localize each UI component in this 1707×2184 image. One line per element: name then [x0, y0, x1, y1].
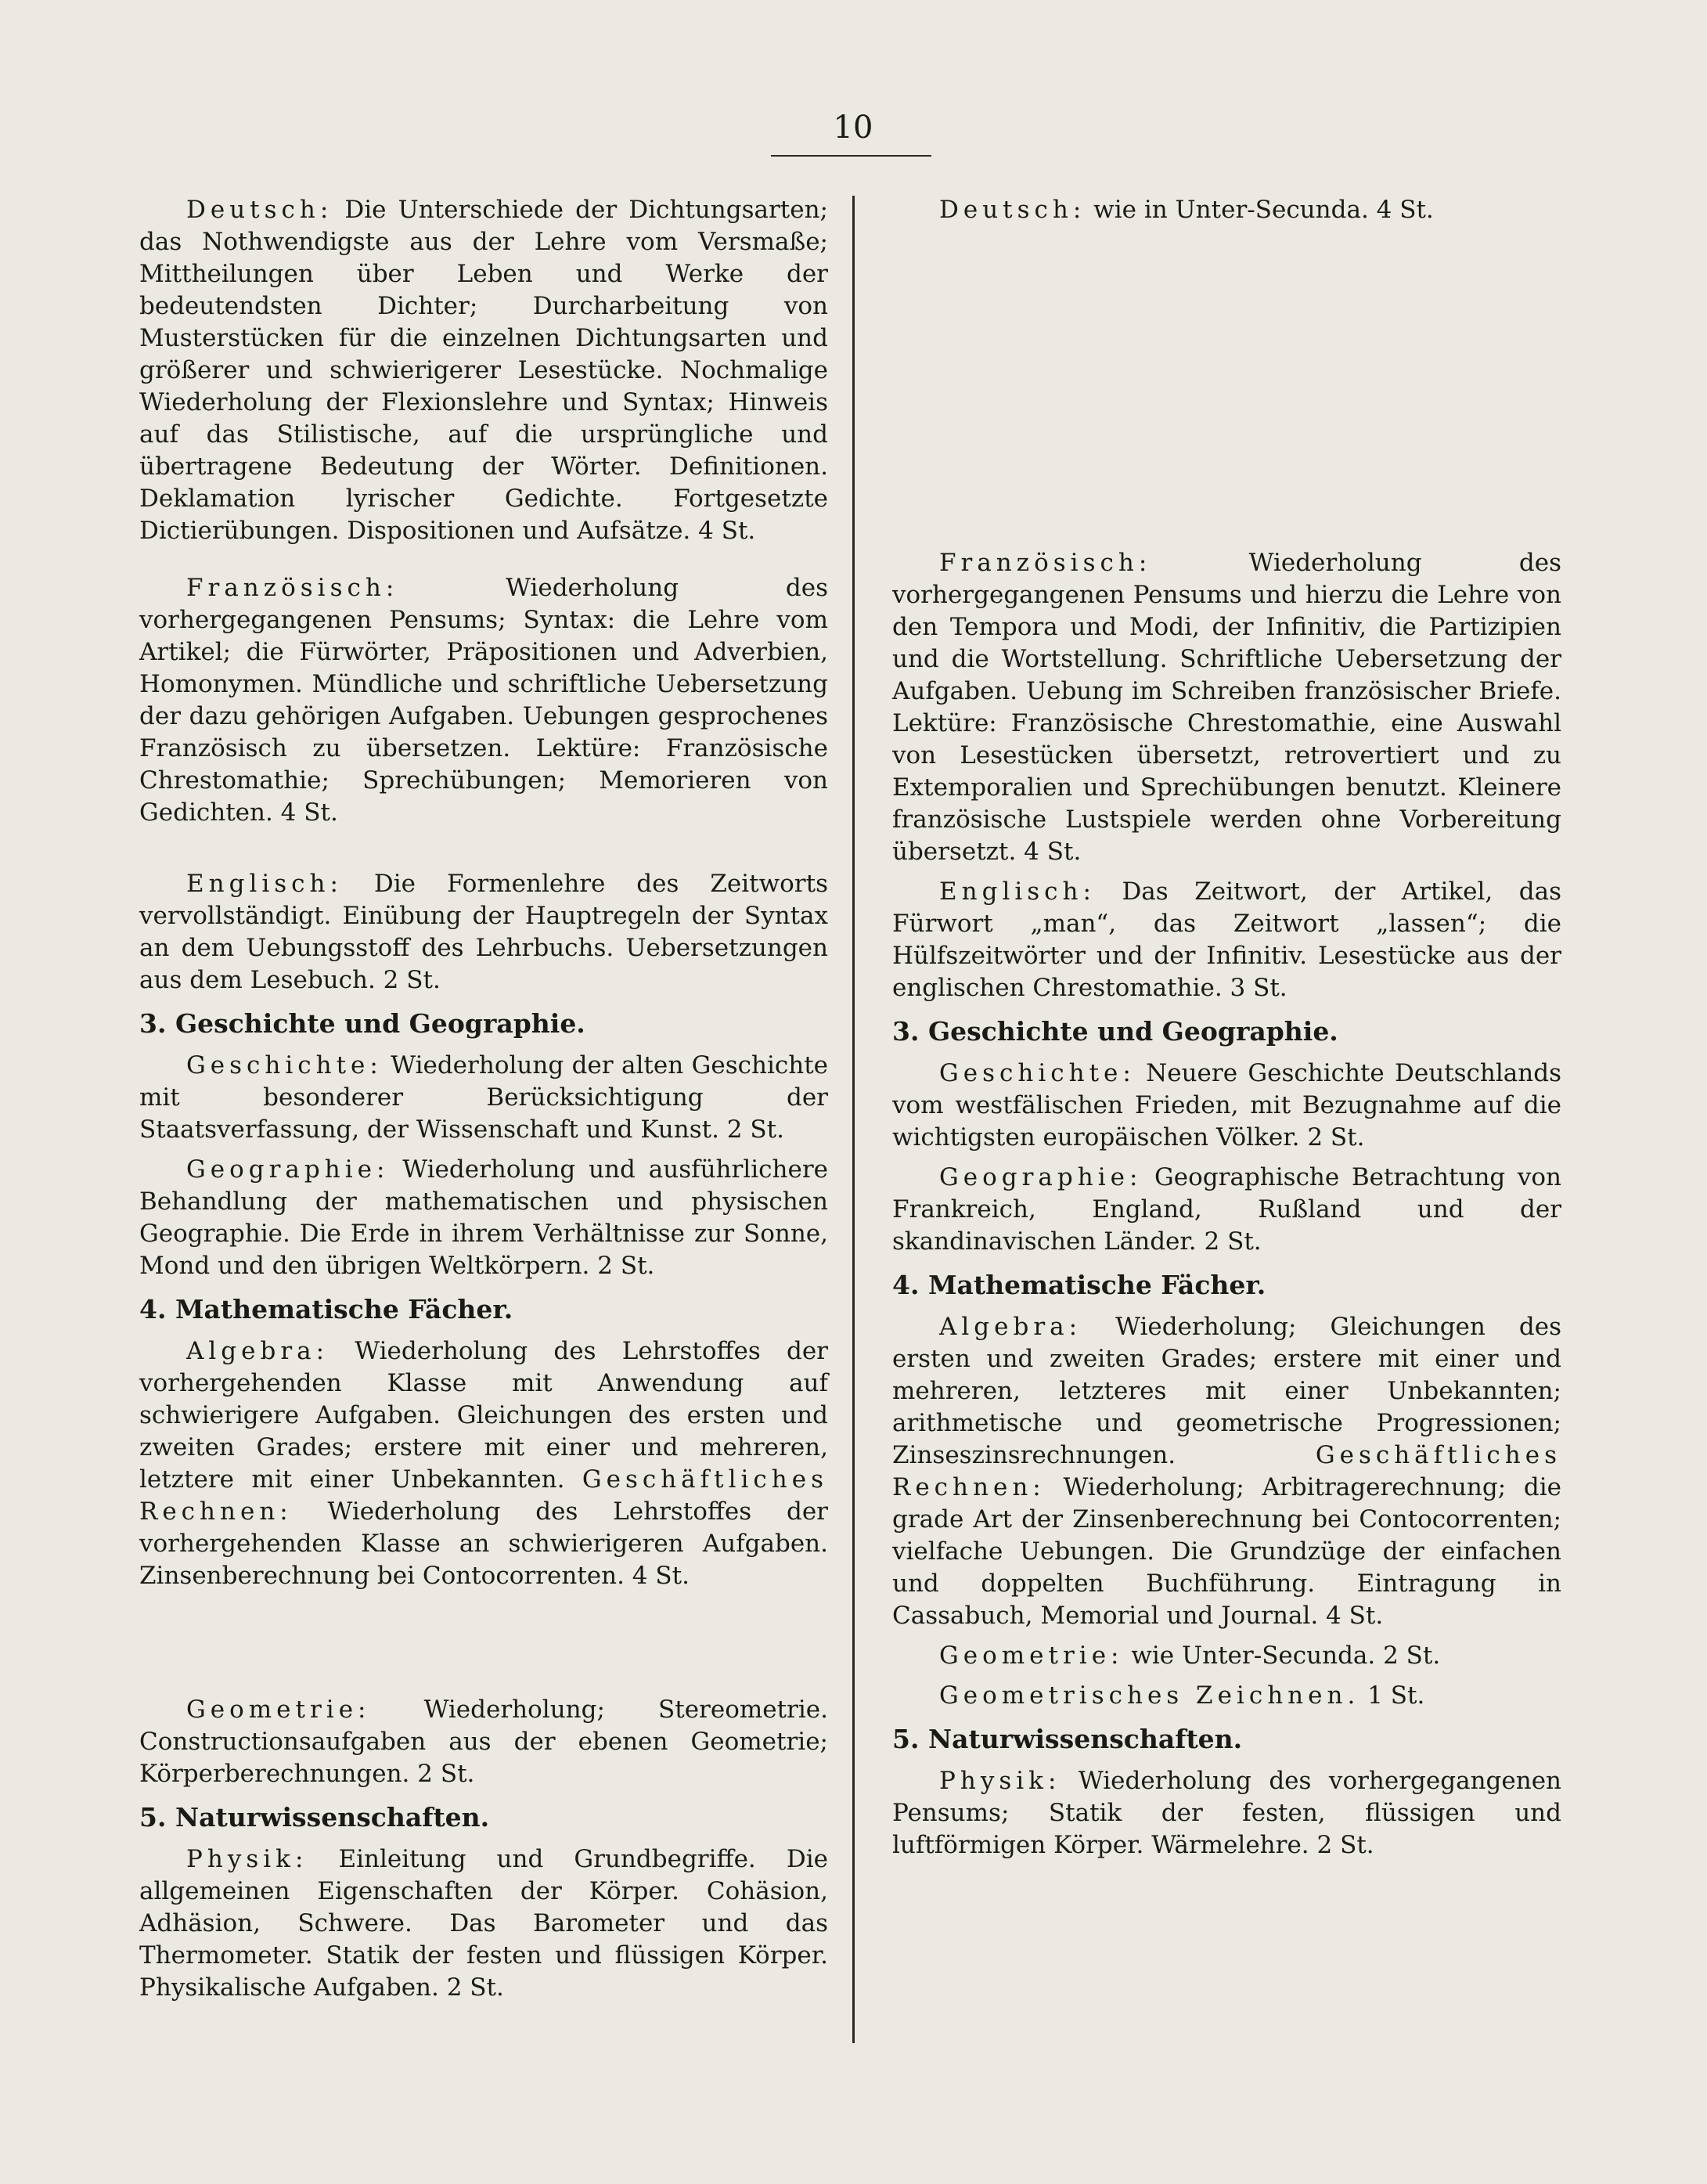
subject-text: Das Zeitwort, der Artikel, das Fürwort „man“, das Zeitwort „lassen“; die Hülfszeitwörter und der Infinitiv. Lesestücke aus der englischen Chrestomathie. 3 St.	[892, 878, 1561, 1002]
right-algebra	[892, 1311, 1561, 1632]
left-physik	[139, 1843, 828, 2004]
subject-term: Algebra:	[186, 1337, 330, 1365]
left-column	[139, 194, 828, 2012]
left-englisch	[139, 868, 828, 996]
subject-term: Geographie:	[186, 1155, 390, 1184]
left-geometrie	[139, 1694, 828, 1790]
left-section-3-heading: 3. Geschichte und Geographie.	[139, 1008, 585, 1039]
subject-term: Geschichte:	[186, 1051, 383, 1079]
left-deutsch	[139, 194, 828, 547]
subject-text: Wiederholung; Gleichungen des ersten und zweiten Grades; erstere mit einer und mehreren, letzteres mit einer Unbekannten; arithmetische und geometrische Progressionen; Zinseszinsrechnungen.	[892, 1313, 1561, 1469]
right-franzoesisch	[892, 547, 1561, 868]
subject-text: Geographische Betrachtung von Frankreich, England, Rußland und der skandinavischen Länder. 2 St.	[892, 1163, 1561, 1256]
subject-term: Deutsch:	[186, 196, 333, 224]
left-algebra	[139, 1335, 828, 1592]
subject-term: Geometrie:	[186, 1696, 371, 1724]
subject-text: Die Formenlehre des Zeitworts vervollständigt. Einübung der Hauptregeln der Syntax an dem Uebungsstoff des Lehrbuchs. Uebersetzungen aus dem Lesebuch. 2 St.	[139, 870, 828, 994]
right-geom-zeichnen	[892, 1680, 1561, 1712]
left-geographie	[139, 1154, 828, 1282]
left-franzoesisch	[139, 572, 828, 829]
right-section-4-heading: 4. Mathematische Fächer.	[892, 1270, 1266, 1300]
right-englisch	[892, 876, 1561, 1004]
column-divider	[852, 196, 855, 2043]
subject-text: Wiederholung des vorhergegangenen Pensums; Statik der festen, flüssigen und luftförmigen Körper. Wärmelehre. 2 St.	[892, 1767, 1561, 1859]
right-column	[892, 194, 1561, 1869]
subject-term: Geographie:	[939, 1163, 1143, 1191]
subject-term: Geschäftliches Rechnen:	[139, 1465, 828, 1526]
subject-text: Wiederholung des Lehrstoffes der vorhergehenden Klasse an schwierigeren Aufgaben. Zinsenberechnung bei Contocorrenten. 4 St.	[139, 1497, 828, 1590]
subject-term: Französisch:	[186, 574, 399, 602]
subject-text: Wiederholung und ausführlichere Behandlung der mathematischen und physischen Geographie. Die Erde in ihrem Verhältnisse zur Sonne, Mond und den übrigen Weltkörpern. 2 St.	[139, 1155, 828, 1280]
subject-term: Geschichte:	[939, 1059, 1136, 1087]
subject-term: Geometrie:	[939, 1642, 1124, 1670]
subject-term: Physik:	[186, 1845, 308, 1873]
right-section-3-heading: 3. Geschichte und Geographie.	[892, 1016, 1338, 1047]
subject-text: Wiederholung der alten Geschichte mit besonderer Berücksichtigung der Staatsverfassung, der Wissenschaft und Kunst. 2 St.	[139, 1051, 828, 1144]
subject-text: wie in Unter-Secunda. 4 St.	[1086, 196, 1434, 224]
page-number: 10	[833, 110, 873, 146]
subject-term: Physik:	[939, 1767, 1061, 1795]
subject-text: Wiederholung; Arbitragerechnung; die grade Art der Zinsenberechnung bei Contocorrenten; vielfache Uebungen. Die Grundzüge der einfachen und doppelten Buchführung. Eintragung in Cassabuch, Memorial und Journal. 4 St.	[892, 1473, 1561, 1630]
subject-term: Englisch:	[939, 878, 1096, 906]
right-geschichte	[892, 1058, 1561, 1154]
subject-term: Algebra:	[939, 1313, 1082, 1341]
subject-text: Wiederholung des Lehrstoffes der vorhergehenden Klasse mit Anwendung auf schwierigere Aufgaben. Gleichungen des ersten und zweiten Grades; erstere mit einer und mehreren, letztere mit einer Unbekannten.	[139, 1337, 828, 1494]
subject-term: Geometrisches Zeichnen.	[939, 1681, 1360, 1710]
subject-text: wie Unter-Secunda. 2 St.	[1123, 1642, 1441, 1670]
subject-term: Geschäftliches Rechnen:	[892, 1441, 1561, 1501]
subject-text: Neuere Geschichte Deutschlands vom westfälischen Frieden, mit Bezugnahme auf die wichtigsten europäischen Völker. 2 St.	[892, 1059, 1561, 1151]
subject-text: Wiederholung des vorhergegangenen Pensums; Syntax: die Lehre vom Artikel; die Fürwörter, Präpositionen und Adverbien, Homonymen. Mündliche und schriftliche Uebersetzung der dazu gehörigen Aufgaben. Uebungen gesprochenes Französisch zu übersetzen. Lektüre: Französische Chrestomathie; Sprechübungen; Memorieren von Gedichten. 4 St.	[139, 574, 828, 827]
subject-term: Deutsch:	[939, 196, 1086, 224]
subject-term: Französisch:	[939, 549, 1152, 577]
left-section-4-heading: 4. Mathematische Fächer.	[139, 1294, 513, 1324]
subject-term: Englisch:	[186, 870, 343, 898]
subject-text: Einleitung und Grundbegriffe. Die allgemeinen Eigenschaften der Körper. Cohäsion, Adhäsion, Schwere. Das Barometer und das Thermometer. Statik der festen und flüssigen Körper. Physikalische Aufgaben. 2 St.	[139, 1845, 828, 2002]
right-geographie	[892, 1162, 1561, 1258]
right-physik	[892, 1765, 1561, 1861]
left-section-5-heading: 5. Naturwissenschaften.	[139, 1802, 490, 1833]
right-geometrie	[892, 1640, 1561, 1672]
left-geschichte	[139, 1050, 828, 1146]
right-deutsch	[892, 194, 1561, 226]
subject-text: 1 St.	[1359, 1681, 1425, 1710]
subject-text: Die Unterschiede der Dichtungsarten; das Nothwendigste aus der Lehre vom Versmaße; Mittheilungen über Leben und Werke der bedeutendsten Dichter; Durcharbeitung von Musterstücken für die einzelnen Dichtungsarten und größerer und schwierigerer Lesestücke. Nochmalige Wiederholung der Flexionslehre und Syntax; Hinweis auf das Stilistische, auf die ursprüngliche und übertragene Bedeutung der Wörter. Definitionen. Deklamation lyrischer Gedichte. Fortgesetzte Dictierübungen. Dispositionen und Aufsätze. 4 St.	[139, 196, 828, 545]
header-rule	[771, 155, 931, 157]
subject-text: Wiederholung; Stereometrie. Constructionsaufgaben aus der ebenen Geometrie; Körperberechnungen. 2 St.	[139, 1696, 828, 1788]
subject-text: Wiederholung des vorhergegangenen Pensums und hierzu die Lehre von den Tempora und Modi, der Infinitiv, die Partizipien und die Wortstellung. Schriftliche Uebersetzung der Aufgaben. Uebung im Schreiben französischer Briefe. Lektüre: Französische Chrestomathie, eine Auswahl von Lesestücken übersetzt, retrovertiert und zu Extemporalien und Sprechübungen benutzt. Kleinere französische Lustspiele werden ohne Vorbereitung übersetzt. 4 St.	[892, 549, 1561, 866]
right-section-5-heading: 5. Naturwissenschaften.	[892, 1724, 1243, 1754]
